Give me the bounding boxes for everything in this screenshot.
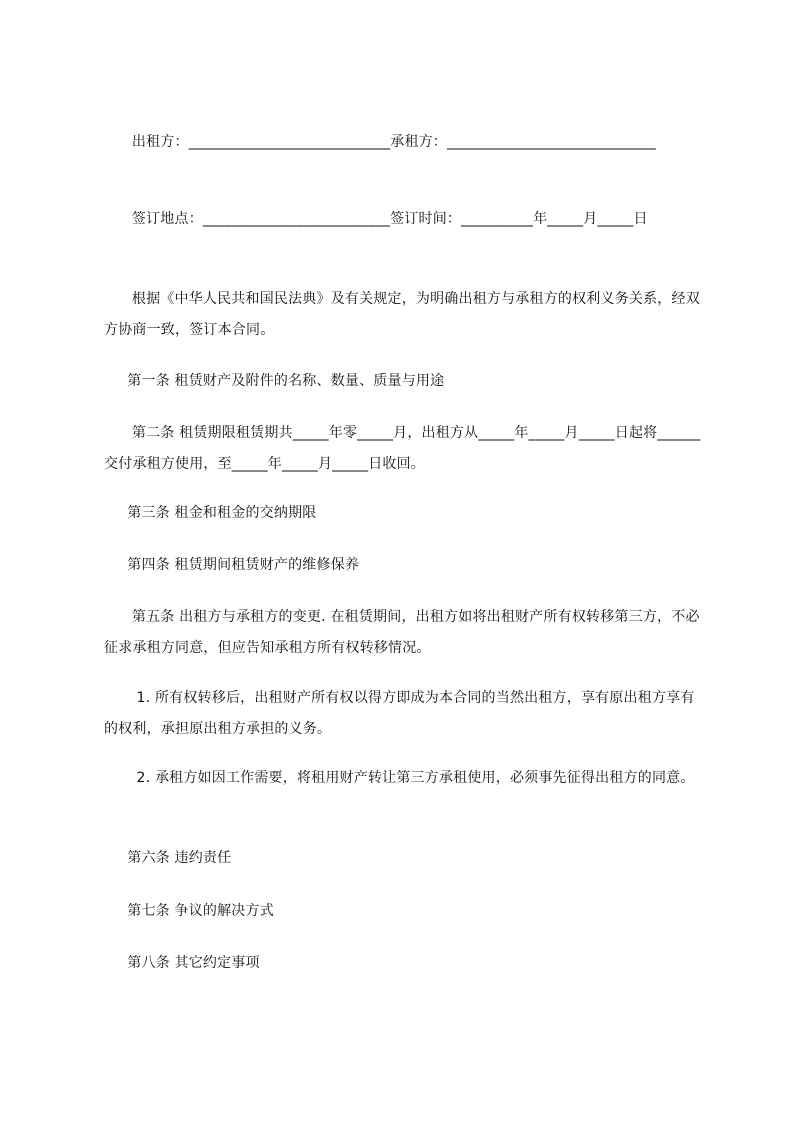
intro-paragraph: 根据《中华人民共和国民法典》及有关规定，为明确出租方与承租方的权利义务关系，经双方协商一致，签订本合同。 <box>104 291 700 338</box>
signing-info-line: 签订地点：__________________________签订时间：__________年_____月_____日 <box>104 211 648 227</box>
article-3: 第三条 租金和租金的交纳期限 <box>104 505 317 521</box>
article-4: 第四条 租赁期间租赁财产的维修保养 <box>104 557 360 573</box>
article-5: 第五条 出租方与承租方的变更. 在租赁期间，出租方如将出租财产所有权转移第三方，不必征求承租方同意，但应告知承租方所有权转移情况。 <box>104 609 700 656</box>
article-8: 第八条 其它约定事项 <box>104 955 260 971</box>
article-5-clause-2: 2. 承租方如因工作需要，将租用财产转让第三方承租使用，必须事先征得出租方的同意。 <box>104 770 695 786</box>
article-6: 第六条 违约责任 <box>104 850 232 866</box>
article-7: 第七条 争议的解决方式 <box>104 903 274 919</box>
parties-line: 出租方：____________________________承租方：_____________________________ <box>104 134 656 150</box>
article-1: 第一条 租赁财产及附件的名称、数量、质量与用途 <box>104 373 445 389</box>
article-5-clause-1: 1. 所有权转移后，出租财产所有权以得方即成为本合同的当然出租方，享有原出租方享有的权利，承担原出租方承担的义务。 <box>104 690 695 737</box>
article-2: 第二条 租赁期限租赁期共_____年零_____月，出租方从_____年_____月_____日起将______交付承租方使用，至_____年_____月_____日收回。 <box>104 425 701 472</box>
